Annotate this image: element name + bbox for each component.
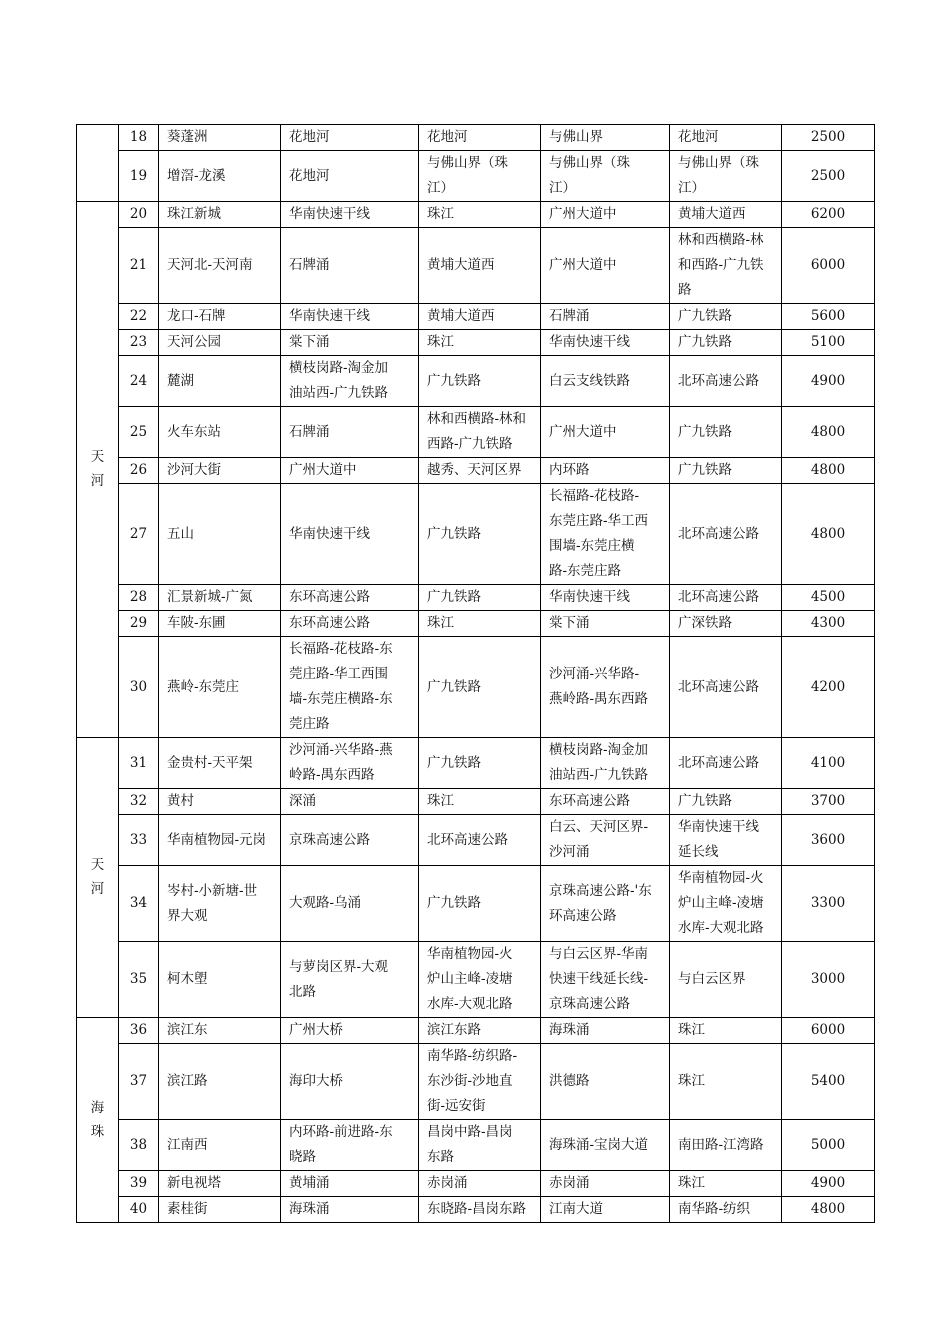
table-row	[77, 789, 875, 815]
boundary-north: 珠江	[670, 1171, 782, 1197]
table-row	[77, 484, 875, 585]
boundary-south: 石牌涌	[541, 304, 670, 330]
unit-price: 3300	[782, 866, 875, 942]
boundary-west: 东环高速公路	[281, 585, 419, 611]
boundary-east: 珠江	[419, 789, 541, 815]
table-row	[77, 228, 875, 304]
boundary-east: 昌岗中路-昌岗 东路	[419, 1120, 541, 1171]
boundary-north: 北环高速公路	[670, 484, 782, 585]
boundary-south: 赤岗涌	[541, 1171, 670, 1197]
row-number: 32	[119, 789, 159, 815]
table-row	[77, 1171, 875, 1197]
boundary-north: 广九铁路	[670, 458, 782, 484]
table-row	[77, 1018, 875, 1044]
table-row	[77, 815, 875, 866]
boundary-west: 深涌	[281, 789, 419, 815]
table-row	[77, 866, 875, 942]
area-name: 江南西	[159, 1120, 281, 1171]
boundary-south: 海珠涌-宝岗大道	[541, 1120, 670, 1171]
boundary-west: 京珠高速公路	[281, 815, 419, 866]
row-number: 40	[119, 1197, 159, 1223]
table-row	[77, 738, 875, 789]
boundary-east: 越秀、天河区界	[419, 458, 541, 484]
district-cell	[77, 738, 119, 1018]
unit-price: 6200	[782, 202, 875, 228]
area-name: 天河北-天河南	[159, 228, 281, 304]
unit-price: 4800	[782, 458, 875, 484]
row-number: 27	[119, 484, 159, 585]
area-name: 素桂街	[159, 1197, 281, 1223]
table-row	[77, 1120, 875, 1171]
boundary-south: 沙河涌-兴华路- 燕岭路-禺东西路	[541, 637, 670, 738]
land-price-table	[76, 124, 875, 1223]
boundary-east: 广九铁路	[419, 738, 541, 789]
unit-price: 4100	[782, 738, 875, 789]
boundary-north: 广九铁路	[670, 304, 782, 330]
table-row	[77, 202, 875, 228]
area-name: 岑村-小新塘-世 界大观	[159, 866, 281, 942]
unit-price: 5000	[782, 1120, 875, 1171]
boundary-south: 内环路	[541, 458, 670, 484]
boundary-west: 广州大道中	[281, 458, 419, 484]
area-name: 燕岭-东莞庄	[159, 637, 281, 738]
district-cell	[77, 202, 119, 738]
district-cell	[77, 125, 119, 202]
boundary-east: 滨江东路	[419, 1018, 541, 1044]
district-label: 海珠	[90, 1099, 105, 1140]
row-number: 33	[119, 815, 159, 866]
boundary-east: 林和西横路-林和 西路-广九铁路	[419, 407, 541, 458]
area-name: 华南植物园-元岗	[159, 815, 281, 866]
district-cell	[77, 1018, 119, 1223]
boundary-south: 华南快速干线	[541, 330, 670, 356]
boundary-north: 北环高速公路	[670, 738, 782, 789]
row-number: 25	[119, 407, 159, 458]
unit-price: 5400	[782, 1044, 875, 1120]
boundary-east: 广九铁路	[419, 356, 541, 407]
row-number: 31	[119, 738, 159, 789]
boundary-south: 长福路-花枝路- 东莞庄路-华工西 围墙-东莞庄横 路-东莞庄路	[541, 484, 670, 585]
row-number: 23	[119, 330, 159, 356]
boundary-east: 珠江	[419, 330, 541, 356]
unit-price: 4800	[782, 484, 875, 585]
table-row	[77, 458, 875, 484]
district-label: 天河	[90, 449, 105, 489]
unit-price: 4900	[782, 356, 875, 407]
district-label: 天河	[90, 857, 105, 897]
boundary-south: 京珠高速公路-'东 环高速公路	[541, 866, 670, 942]
unit-price: 4200	[782, 637, 875, 738]
boundary-south: 东环高速公路	[541, 789, 670, 815]
unit-price: 4500	[782, 585, 875, 611]
boundary-west: 石牌涌	[281, 407, 419, 458]
table-row	[77, 330, 875, 356]
row-number: 22	[119, 304, 159, 330]
row-number: 35	[119, 942, 159, 1018]
boundary-west: 沙河涌-兴华路-燕 岭路-禺东西路	[281, 738, 419, 789]
boundary-south: 华南快速干线	[541, 585, 670, 611]
row-number: 28	[119, 585, 159, 611]
boundary-north: 与白云区界	[670, 942, 782, 1018]
boundary-east: 北环高速公路	[419, 815, 541, 866]
boundary-east: 南华路-纺织路- 东沙街-沙地直 街-远安街	[419, 1044, 541, 1120]
unit-price: 2500	[782, 125, 875, 151]
boundary-south: 白云支线铁路	[541, 356, 670, 407]
row-number: 30	[119, 637, 159, 738]
boundary-west: 黄埔涌	[281, 1171, 419, 1197]
boundary-west: 与萝岗区界-大观 北路	[281, 942, 419, 1018]
boundary-east: 广九铁路	[419, 866, 541, 942]
boundary-west: 海珠涌	[281, 1197, 419, 1223]
boundary-south: 江南大道	[541, 1197, 670, 1223]
area-name: 车陂-东圃	[159, 611, 281, 637]
boundary-east: 花地河	[419, 125, 541, 151]
table-row	[77, 1044, 875, 1120]
boundary-north: 与佛山界（珠 江）	[670, 151, 782, 202]
boundary-north: 珠江	[670, 1044, 782, 1120]
row-number: 36	[119, 1018, 159, 1044]
row-number: 19	[119, 151, 159, 202]
boundary-west: 华南快速干线	[281, 202, 419, 228]
area-name: 新电视塔	[159, 1171, 281, 1197]
table-row	[77, 611, 875, 637]
boundary-south: 与佛山界（珠 江）	[541, 151, 670, 202]
boundary-east: 东晓路-昌岗东路	[419, 1197, 541, 1223]
boundary-north: 华南快速干线 延长线	[670, 815, 782, 866]
boundary-north: 华南植物园-火 炉山主峰-凌塘 水库-大观北路	[670, 866, 782, 942]
boundary-east: 华南植物园-火 炉山主峰-凌塘 水库-大观北路	[419, 942, 541, 1018]
area-name: 汇景新城-广氮	[159, 585, 281, 611]
row-number: 39	[119, 1171, 159, 1197]
area-name: 金贵村-天平架	[159, 738, 281, 789]
row-number: 18	[119, 125, 159, 151]
area-name: 珠江新城	[159, 202, 281, 228]
boundary-north: 黄埔大道西	[670, 202, 782, 228]
unit-price: 3000	[782, 942, 875, 1018]
unit-price: 4800	[782, 1197, 875, 1223]
area-name: 增滘-龙溪	[159, 151, 281, 202]
boundary-east: 黄埔大道西	[419, 228, 541, 304]
row-number: 38	[119, 1120, 159, 1171]
boundary-south: 横枝岗路-淘金加 油站西-广九铁路	[541, 738, 670, 789]
unit-price: 5100	[782, 330, 875, 356]
area-name: 麓湖	[159, 356, 281, 407]
boundary-north: 广九铁路	[670, 330, 782, 356]
boundary-east: 广九铁路	[419, 637, 541, 738]
boundary-west: 大观路-乌涌	[281, 866, 419, 942]
boundary-north: 北环高速公路	[670, 637, 782, 738]
boundary-north: 广九铁路	[670, 407, 782, 458]
table-row	[77, 125, 875, 151]
boundary-south: 广州大道中	[541, 407, 670, 458]
boundary-south: 白云、天河区界- 沙河涌	[541, 815, 670, 866]
area-name: 柯木塱	[159, 942, 281, 1018]
unit-price: 4900	[782, 1171, 875, 1197]
row-number: 29	[119, 611, 159, 637]
unit-price: 3600	[782, 815, 875, 866]
unit-price: 6000	[782, 1018, 875, 1044]
boundary-west: 海印大桥	[281, 1044, 419, 1120]
boundary-north: 北环高速公路	[670, 585, 782, 611]
row-number: 24	[119, 356, 159, 407]
boundary-east: 广九铁路	[419, 585, 541, 611]
unit-price: 2500	[782, 151, 875, 202]
unit-price: 4800	[782, 407, 875, 458]
boundary-north: 南田路-江湾路	[670, 1120, 782, 1171]
row-number: 20	[119, 202, 159, 228]
table-row	[77, 585, 875, 611]
row-number: 34	[119, 866, 159, 942]
area-name: 滨江路	[159, 1044, 281, 1120]
area-name: 葵蓬洲	[159, 125, 281, 151]
unit-price: 3700	[782, 789, 875, 815]
boundary-west: 棠下涌	[281, 330, 419, 356]
row-number: 26	[119, 458, 159, 484]
area-name: 天河公园	[159, 330, 281, 356]
boundary-south: 广州大道中	[541, 228, 670, 304]
boundary-north: 林和西横路-林 和西路-广九铁 路	[670, 228, 782, 304]
unit-price: 4300	[782, 611, 875, 637]
table-row	[77, 151, 875, 202]
boundary-east: 广九铁路	[419, 484, 541, 585]
area-name: 滨江东	[159, 1018, 281, 1044]
boundary-south: 广州大道中	[541, 202, 670, 228]
boundary-north: 广深铁路	[670, 611, 782, 637]
boundary-north: 珠江	[670, 1018, 782, 1044]
table-row	[77, 304, 875, 330]
boundary-east: 珠江	[419, 202, 541, 228]
table-row	[77, 407, 875, 458]
area-name: 龙口-石牌	[159, 304, 281, 330]
boundary-west: 华南快速干线	[281, 304, 419, 330]
boundary-west: 长福路-花枝路-东 莞庄路-华工西围 墙-东莞庄横路-东 莞庄路	[281, 637, 419, 738]
boundary-east: 黄埔大道西	[419, 304, 541, 330]
boundary-north: 北环高速公路	[670, 356, 782, 407]
area-name: 火车东站	[159, 407, 281, 458]
boundary-east: 赤岗涌	[419, 1171, 541, 1197]
boundary-west: 华南快速干线	[281, 484, 419, 585]
boundary-south: 与佛山界	[541, 125, 670, 151]
boundary-south: 与白云区界-华南 快速干线延长线- 京珠高速公路	[541, 942, 670, 1018]
boundary-west: 广州大桥	[281, 1018, 419, 1044]
row-number: 37	[119, 1044, 159, 1120]
boundary-east: 与佛山界（珠 江）	[419, 151, 541, 202]
row-number: 21	[119, 228, 159, 304]
boundary-north: 花地河	[670, 125, 782, 151]
boundary-south: 洪德路	[541, 1044, 670, 1120]
table-row	[77, 1197, 875, 1223]
area-name: 沙河大街	[159, 458, 281, 484]
boundary-south: 棠下涌	[541, 611, 670, 637]
area-name: 黄村	[159, 789, 281, 815]
unit-price: 6000	[782, 228, 875, 304]
boundary-west: 花地河	[281, 125, 419, 151]
table-row	[77, 942, 875, 1018]
boundary-west: 横枝岗路-淘金加 油站西-广九铁路	[281, 356, 419, 407]
table-row	[77, 356, 875, 407]
boundary-west: 东环高速公路	[281, 611, 419, 637]
boundary-south: 海珠涌	[541, 1018, 670, 1044]
area-name: 五山	[159, 484, 281, 585]
boundary-north: 广九铁路	[670, 789, 782, 815]
boundary-west: 石牌涌	[281, 228, 419, 304]
boundary-west: 内环路-前进路-东 晓路	[281, 1120, 419, 1171]
boundary-north: 南华路-纺织	[670, 1197, 782, 1223]
boundary-west: 花地河	[281, 151, 419, 202]
unit-price: 5600	[782, 304, 875, 330]
table-body	[77, 125, 875, 1223]
boundary-east: 珠江	[419, 611, 541, 637]
table-row	[77, 637, 875, 738]
